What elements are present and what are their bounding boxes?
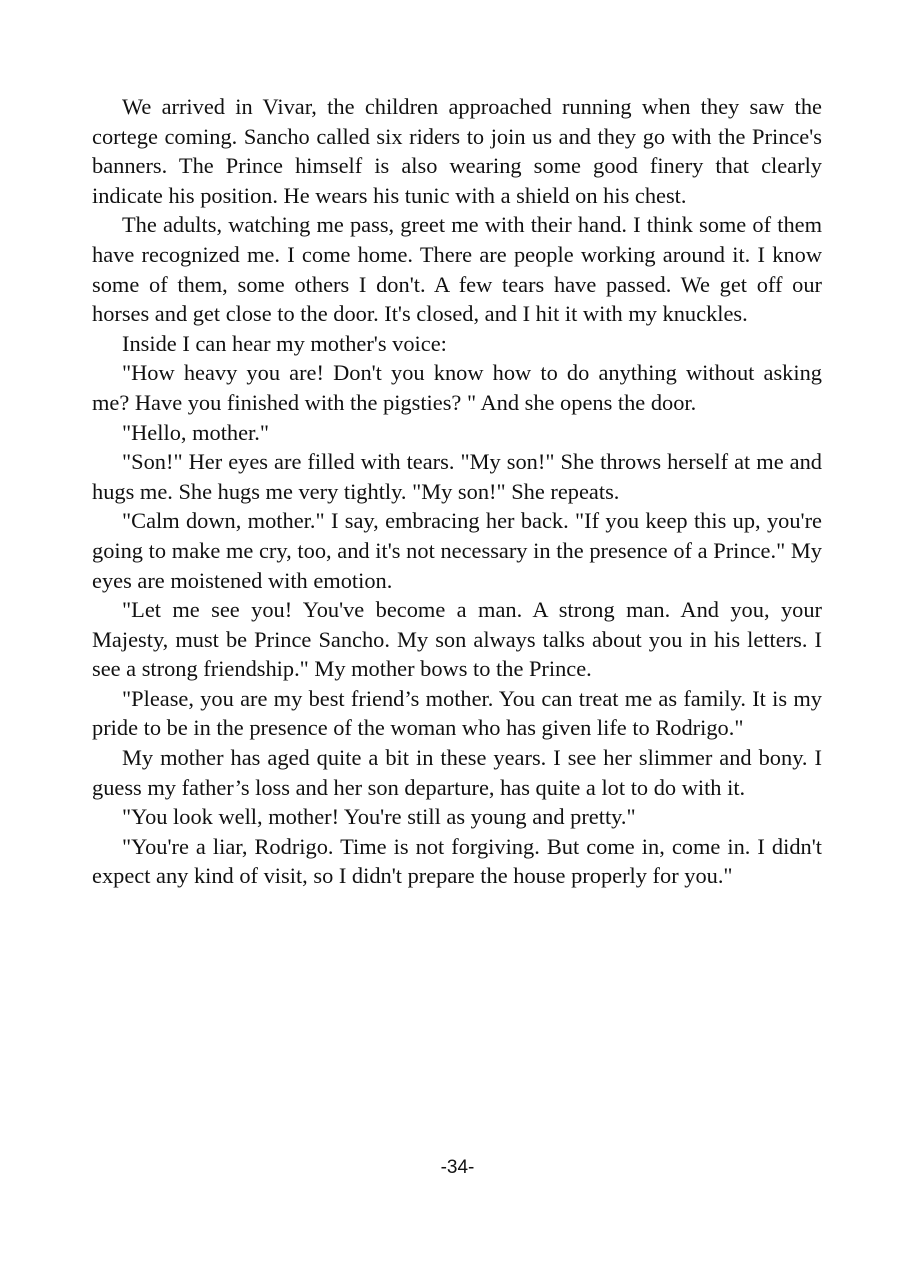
paragraph: "Please, you are my best friend’s mother. You can treat me as family. It is my pride to be in the presence of the woman who has given life to Rodrigo." — [92, 685, 822, 741]
paragraph: My mother has aged quite a bit in these years. I see her slimmer and bony. I guess my father’s loss and her son departure, has quite a lot to do with it. — [92, 745, 822, 800]
paragraph: "You look well, mother! You're still as young and pretty." — [122, 804, 636, 830]
paragraph: "Let me see you! You've become a man. A strong man. And you, your Majesty, must be Prince Sancho. My son always talks about you in his letters. I see a strong friendship." My mother bows to the Prince. — [92, 597, 822, 682]
paragraph: "Hello, mother." — [122, 419, 270, 445]
page-number: -34- — [440, 1157, 475, 1178]
paragraph: Inside I can hear my mother's voice: — [122, 330, 447, 356]
paragraph: We arrived in Vivar, the children approached running when they saw the cortege coming. Sancho called six riders to join us and they go with the Prince's banners. The Prince himself is also wearing some good finery that clearly indicate his position. He wears his tunic with a shield on his chest. — [92, 94, 822, 208]
page-body — [92, 92, 822, 891]
paragraph: "You're a liar, Rodrigo. Time is not forgiving. But come in, come in. I didn't expect any kind of visit, so I didn't prepare the house properly for you." — [92, 833, 822, 889]
paragraph: "Calm down, mother." I say, embracing her back. "If you keep this up, you're going to make me cry, too, and it's not necessary in the presence of a Prince." My eyes are moistened with emotion. — [92, 508, 822, 593]
paragraph: The adults, watching me pass, greet me with their hand. I think some of them have recognized me. I come home. There are people working around it. I know some of them, some others I don't. A few tears have passed. We get off our horses and get close to the door. It's closed, and I hit it with my knuckles. — [92, 212, 822, 327]
paragraph: "Son!" Her eyes are filled with tears. "My son!" She throws herself at me and hugs me. She hugs me very tightly. "My son!" She repeats. — [92, 449, 822, 504]
paragraph: "How heavy you are! Don't you know how to do anything without asking me? Have you finished with the pigsties? " And she opens the door. — [92, 360, 822, 415]
